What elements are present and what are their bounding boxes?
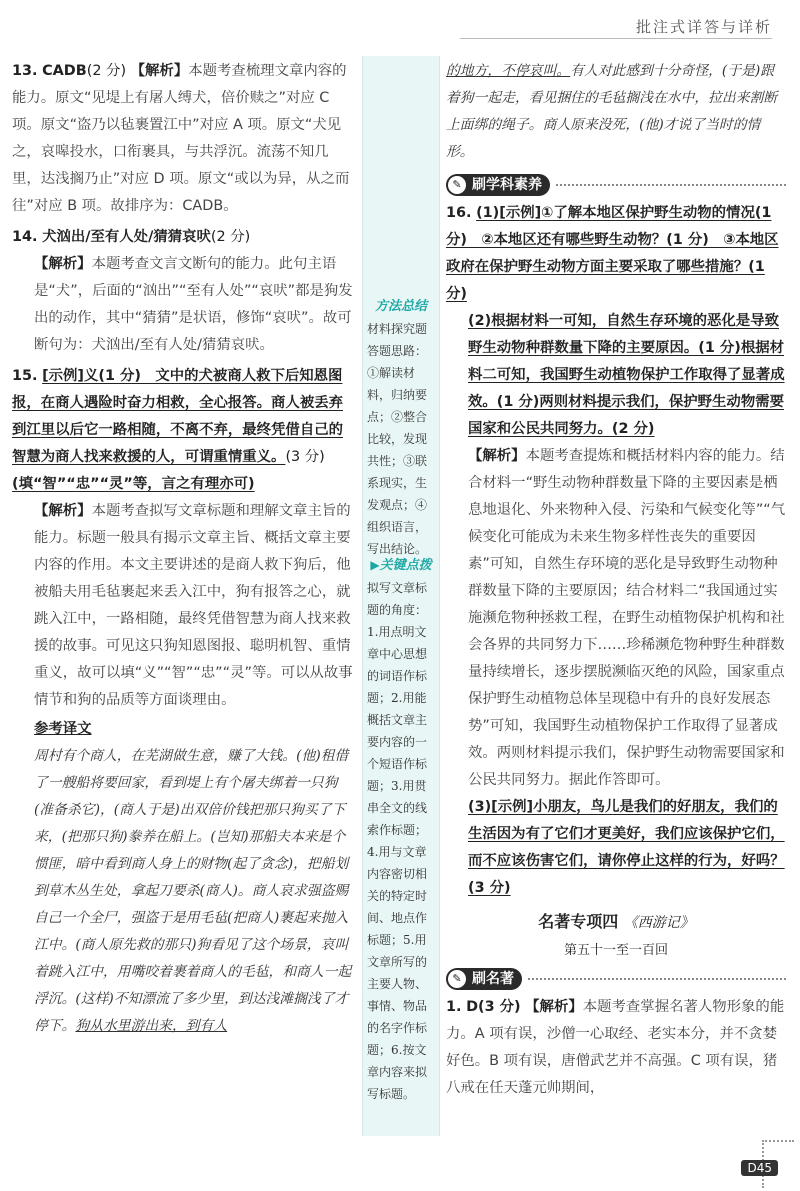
q16-analysis-label: 【解析】: [468, 448, 526, 464]
key-tips-text: 拟写文章标题的角度：1.用点明文章中心思想的词语作标题；2.用能概括文章主要内容的一个短语作标题；3.用贯串全文的线索作标题；4.用与文章内容密切相关的特定时间、地点作标题；5.用文章所写的主要人物、事情、物品的名字作标题；6.按文章内容来拟写标题。: [367, 581, 428, 1101]
key-tips-title-text: 关键点拨: [379, 558, 432, 573]
q16-block: [446, 200, 786, 308]
q15-number: 15.: [12, 368, 38, 384]
q15-block: [12, 363, 356, 498]
q13-score: (2 分): [86, 63, 127, 79]
translation-continued-text: 有人对此感到十分奇怪，(于是)跟着狗一起走，看见捆住的毛毡搁浅在水中，拉出来割断上面绑的绳子。商人原来没死，(他)才说了当时的情形。: [446, 63, 778, 160]
translation-continued-head: 的地方，不停哀叫。: [446, 63, 571, 79]
subject-literacy-label: 刷学科素养: [472, 177, 542, 193]
header-rule: [460, 38, 772, 39]
sidebar-notes: [362, 56, 440, 1136]
page-number: D45: [741, 1160, 778, 1176]
q15-analysis-label: 【解析】: [34, 503, 92, 519]
q15-answer-note: (填“智”“忠”“灵”等，言之有理亦可): [12, 476, 255, 492]
classics-header: [446, 964, 786, 994]
q13-block: [12, 58, 356, 220]
q15-answer: [示例]义(1 分) 文中的犬被商人救下后知恩图报，在商人遇险时奋力相救，全心报答。商人被丢弃到江里以后它一路相随，不离不弃，最终凭借自己的智慧为商人找来救援的人，可谓重情重义。: [12, 368, 343, 465]
q13-analysis-label: 【解析】: [130, 63, 189, 79]
q13-number: 13.: [12, 63, 38, 79]
q14-number: 14.: [12, 229, 38, 245]
q16-answer-2-block: [446, 308, 786, 443]
translation-text: 周村有个商人，在芜湖做生意，赚了大钱。(他)租借了一艘船将要回家，看到堤上有个屠夫绑着一只狗(准备杀它)，(商人于是)出双倍价钱把那只狗买了下来，(把那只狗)豢养在船上。(岂知)那船夫本来是个惯匪，暗中看到商人身上的财物(起了贪念)，把船划到草木丛生处，拿起刀要杀(商人)。商人哀求强盗赐自己一个全尸，强盗于是用毛毡(把商人)裹起来抛入江中。(商人原先救的那只)狗看见了这个场景，哀叫着跳入江中，用嘴咬着裹着商人的毛毡，和商人一起浮沉。(这样)不知漂流了多少里，到达浅滩搁浅了才停下。: [34, 748, 352, 1034]
q1-number: 1.: [446, 999, 462, 1015]
reference-translation-title: 参考译文: [34, 721, 92, 737]
q16-number: 16.: [446, 205, 472, 221]
q14-answer: 犬汹出/至有人处/猜猜哀吠: [42, 229, 211, 245]
arrow-right-icon: ▶: [370, 558, 380, 572]
q16-analysis: 本题考查提炼和概括材料内容的能力。结合材料一“野生动物种群数量下降的主要因素是栖息地退化、外来物种入侵、污染和气候变化等”“气候变化可能成为未来生物多样性丧失的重要因素”可知，自然生存环境的恶化是导致野生动物种群数量下降的主要原因；结合材料二“我国通过实施濒危物种拯救工程，在野生动植物保护机构和社会各界的共同努力下……珍稀濒危物种野生种群数量持续增长，逐步摆脱濒临灭绝的风险，国家重点保护野生动植物总体呈现稳中有升的良好发展态势”可知，我国野生动植物保护工作取得了显著成效。两则材料提示我们，保护野生动物需要国家和公民共同努力。据此作答即可。: [468, 448, 786, 788]
pen-icon: ✎: [448, 176, 466, 194]
dotted-divider: [528, 978, 786, 980]
q16-answer-2: (2)根据材料一可知，自然生存环境的恶化是导致野生动物种群数量下降的主要原因。(1 分)根据材料二可知，我国野生动植物保护工作取得了显著成效。(1 分)两则材料提示我们，保护野生动物需要国家和公民共同努力。(2 分): [468, 313, 785, 437]
page-header: 批注式详答与详析: [635, 18, 772, 36]
subject-literacy-header: [446, 170, 786, 200]
key-tips-title: [367, 554, 435, 577]
subject-literacy-badge: [446, 174, 550, 196]
dotted-divider: [556, 184, 786, 186]
q15-analysis: 本题考查拟写文章标题和理解文章主旨的能力。标题一般具有揭示文章主旨、概括文章主要内容的作用。本文主要讲述的是商人救下狗后，他被船夫用毛毡裹起来丢入江中，狗有报答之心，就跳入江中，一路相随，最终凭借智慧为商人找来救援的故事。可见这只狗知恩图报、聪明机智、重情重义，故可以填“义”“智”“忠”“灵”等。可以从故事情节和狗的品质等方面谈理由。: [34, 503, 353, 708]
classics-label: 刷名著: [472, 971, 514, 987]
q13-analysis: 本题考查梳理文章内容的能力。原文“见堤上有屠人缚犬，倍价赎之”对应 C 项。原文“盗乃以毡裹置江中”对应 A 项。原文“犬见之，哀嗥投水，口衔裹具，与共浮沉。流荡不知几里，达浅搁乃止”对应 D 项。原文“或以为异，从之而往”对应 B 项。故排序为：CADB。: [12, 63, 350, 214]
left-column: [12, 58, 356, 1040]
method-summary-text: 材料探究题答题思路：①解读材料，归纳要点；②整合比较，发现共性；③联系现实，生发观点；④组织语言，写出结论。: [367, 322, 428, 556]
section-title-text: 名著专项四: [538, 912, 619, 931]
q13-answer: CADB: [42, 63, 87, 79]
q14-analysis: 本题考查文言文断句的能力。此句主语是“犬”，后面的“汹出”“至有人处”“哀吠”都是狗发出的动作，其中“猜猜”是状语，修饰“哀吠”。故可断句为：犬汹出/至有人处/猜猜哀吠。: [34, 256, 353, 353]
translation-tail: 狗从水里游出来，到有人: [75, 1018, 228, 1034]
reference-translation: [12, 743, 356, 1040]
q16-answer-1: (1)[示例]①了解本地区保护野生动物的情况(1 分) ②本地区还有哪些野生动物？(1 分) ③本地区政府在保护野生动物方面主要采取了哪些措施？(1 分): [446, 205, 779, 302]
method-summary-title: 方法总结: [374, 299, 427, 314]
right-column: [446, 58, 786, 1102]
q15-score: (3 分): [285, 449, 325, 465]
section-range: 第五十一至一百回: [563, 943, 668, 958]
q14-analysis-block: [12, 251, 356, 359]
section-subtitle: 《西游记》: [623, 915, 694, 931]
classics-badge: [446, 968, 522, 990]
q1-block: [446, 994, 786, 1102]
q14-block: [12, 224, 356, 251]
q1-answer: D(3 分): [466, 999, 521, 1015]
q16-answer-3: (3)[示例]小朋友，鸟儿是我们的好朋友，我们的生活因为有了它们才更美好，我们应该保护它们，而不应该伤害它们，请你停止这样的行为，好吗？(3 分): [468, 799, 785, 896]
q14-analysis-label: 【解析】: [34, 256, 92, 272]
key-tips: [367, 554, 435, 1105]
translation-continued: [446, 58, 786, 166]
q1-analysis: 本题考查掌握名著人物形象的能力。A 项有误，沙僧一心取经、老实本分，并不贪婪好色。B 项有误，唐僧武艺并不高强。C 项有误，猪八戒在任天蓬元帅期间，: [446, 999, 785, 1096]
q1-analysis-label: 【解析】: [525, 999, 583, 1015]
section-title: [446, 908, 786, 937]
method-summary: [367, 296, 435, 560]
q16-answer-3-block: [446, 794, 786, 902]
q14-score: (2 分): [210, 229, 251, 245]
q15-analysis-block: [12, 498, 356, 714]
q16-analysis-block: [446, 443, 786, 794]
pen-icon: ✎: [448, 970, 466, 988]
